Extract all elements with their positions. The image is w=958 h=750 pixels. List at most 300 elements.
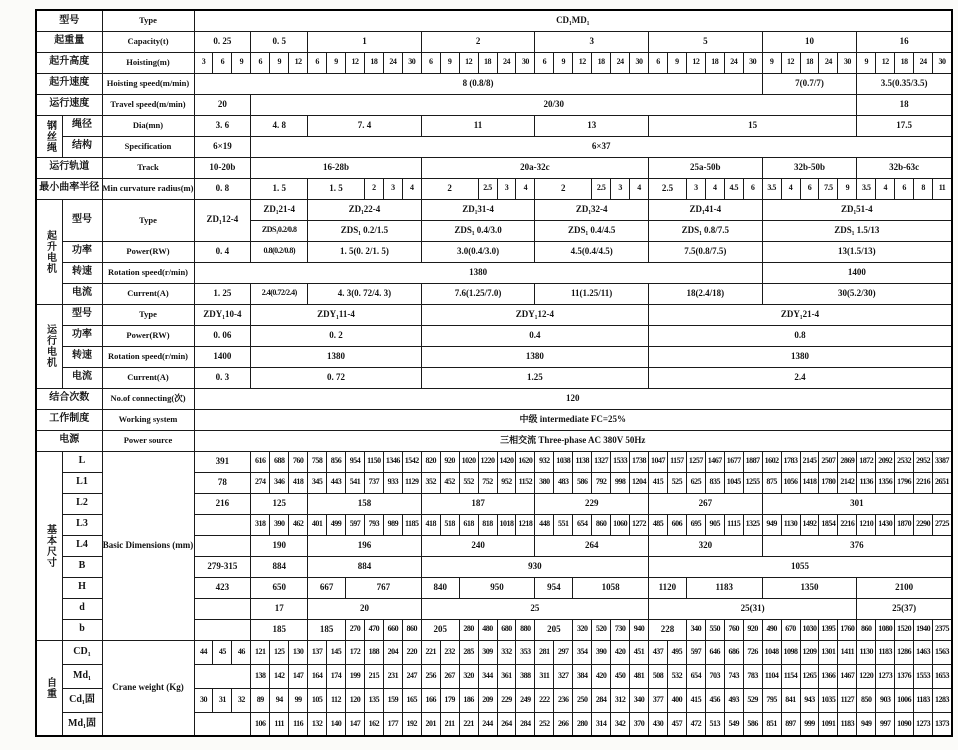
weight-md-cell-35: 1273 bbox=[876, 664, 895, 688]
dim-L-cell-0: 基本尺寸 bbox=[36, 451, 62, 640]
weight-md-cell-34: 1220 bbox=[857, 664, 876, 688]
dim-L3-cell-16: 1218 bbox=[516, 514, 535, 535]
weight-md-cell-11: 256 bbox=[421, 664, 440, 688]
dim-H-cell-2: 650 bbox=[251, 577, 308, 598]
rope-spec-cell-2: 6×19 bbox=[194, 136, 251, 157]
dim-L1-cell-3: 346 bbox=[270, 472, 289, 493]
dim-b-cell-0: b bbox=[62, 619, 102, 640]
dim-b-cell-18: 228 bbox=[649, 619, 687, 640]
dim-L3-cell-22: 1272 bbox=[630, 514, 649, 535]
weight-md-cell-32: 1366 bbox=[819, 664, 838, 688]
dim-H-cell-7: 954 bbox=[535, 577, 573, 598]
dim-L1-cell-1: 78 bbox=[194, 472, 251, 493]
weight-md-cell-16: 388 bbox=[516, 664, 535, 688]
row-rope-dia bbox=[36, 115, 952, 136]
hoisting-speed-cell-4: 3.5(0.35/3.5) bbox=[857, 73, 952, 94]
rope-spec-cell-3: 6×37 bbox=[251, 136, 952, 157]
dim-L-cell-11: 1346 bbox=[383, 451, 402, 472]
dim-L3-cell-38: 2725 bbox=[933, 514, 952, 535]
track-cell-7: 32b-63c bbox=[857, 157, 952, 178]
hoist-motor-power-cell-0: 功率 bbox=[62, 241, 102, 262]
weight-cd-fixed-cell-27: 415 bbox=[686, 688, 705, 712]
weight-cd-fixed-cell-14: 179 bbox=[440, 688, 459, 712]
dim-L-cell-22: 1327 bbox=[592, 451, 611, 472]
hoisting-height-cell-13: 30 bbox=[402, 52, 421, 73]
weight-md-cell-3: 142 bbox=[270, 664, 289, 688]
weight-md-cell-29: 1104 bbox=[762, 664, 781, 688]
dim-L1-cell-32: 1780 bbox=[819, 472, 838, 493]
dim-L-cell-3: 391 bbox=[194, 451, 251, 472]
weight-cd-fixed-cell-28: 456 bbox=[705, 688, 724, 712]
travel-motor-type-cell-4: ZDY₁11-4 bbox=[251, 304, 421, 325]
hoisting-height-cell-41: 30 bbox=[933, 52, 952, 73]
weight-cd-fixed-cell-18: 249 bbox=[516, 688, 535, 712]
weight-md-fixed-cell-14: 244 bbox=[478, 712, 497, 736]
hoist-motor-type-sub-cell-5: ZDS₁ 1.5/13 bbox=[762, 220, 952, 241]
dim-H-cell-9: 1120 bbox=[649, 577, 687, 598]
dim-L2-cell-5: 229 bbox=[535, 493, 649, 514]
min-curvature-cell-22: 4 bbox=[781, 178, 800, 199]
rope-dia-cell-1: 绳径 bbox=[62, 115, 102, 136]
dim-L3-cell-14: 818 bbox=[478, 514, 497, 535]
weight-md-fixed-cell-24: 457 bbox=[667, 712, 686, 736]
rope-dia-cell-2: Dia(mn) bbox=[102, 115, 194, 136]
weight-cd-fixed-cell-21: 250 bbox=[573, 688, 592, 712]
connecting-cell-0: 结合次数 bbox=[36, 388, 102, 409]
dim-b-cell-25: 1030 bbox=[800, 619, 819, 640]
weight-md-cell-10: 247 bbox=[402, 664, 421, 688]
dim-b-cell-17: 940 bbox=[630, 619, 649, 640]
dim-L2-cell-6: 267 bbox=[649, 493, 763, 514]
weight-md-cell-9: 231 bbox=[383, 664, 402, 688]
hoisting-height-cell-14: 6 bbox=[421, 52, 440, 73]
dim-b-cell-23: 490 bbox=[762, 619, 781, 640]
min-curvature-cell-5: 2 bbox=[364, 178, 383, 199]
weight-md-fixed-cell-10: 192 bbox=[402, 712, 421, 736]
weight-cd-fixed-cell-11: 159 bbox=[383, 688, 402, 712]
weight-md-cell-14: 344 bbox=[478, 664, 497, 688]
weight-md-cell-0: Md₁ bbox=[62, 664, 102, 688]
weight-cd-cell-28: 495 bbox=[667, 640, 686, 664]
track-cell-5: 25a-50b bbox=[649, 157, 763, 178]
travel-motor-power-cell-1: Power(RW) bbox=[102, 325, 194, 346]
dim-L1-cell-30: 1056 bbox=[781, 472, 800, 493]
weight-cd-cell-1: CD₁ bbox=[62, 640, 102, 664]
dim-B-cell-5: 1055 bbox=[649, 556, 953, 577]
weight-md-fixed-cell-35: 997 bbox=[876, 712, 895, 736]
weight-cd-cell-13: 204 bbox=[383, 640, 402, 664]
dim-L3-cell-17: 448 bbox=[535, 514, 554, 535]
hoisting-speed-cell-3: 7(0.7/7) bbox=[762, 73, 857, 94]
weight-md-fixed-cell-9: 177 bbox=[383, 712, 402, 736]
row-capacity bbox=[36, 31, 952, 52]
dim-L1-cell-5: 345 bbox=[308, 472, 327, 493]
dim-d-cell-4: 25 bbox=[421, 598, 648, 619]
rope-dia-cell-0: 钢丝绳 bbox=[36, 115, 62, 157]
weight-cd-fixed-cell-22: 284 bbox=[592, 688, 611, 712]
hoist-motor-type-sub-cell-0: ZDS₁0.2/0.8 bbox=[251, 220, 308, 241]
min-curvature-cell-25: 9 bbox=[838, 178, 857, 199]
dim-L-cell-31: 1602 bbox=[762, 451, 781, 472]
weight-md-fixed-cell-22: 370 bbox=[630, 712, 649, 736]
weight-md-cell-13: 320 bbox=[459, 664, 478, 688]
dim-L4-cell-4: 240 bbox=[421, 535, 535, 556]
hoisting-height-cell-9: 9 bbox=[327, 52, 346, 73]
weight-md-fixed-cell-16: 284 bbox=[516, 712, 535, 736]
dim-L3-cell-25: 695 bbox=[686, 514, 705, 535]
hoisting-height-cell-36: 30 bbox=[838, 52, 857, 73]
weight-md-fixed-cell-30: 897 bbox=[781, 712, 800, 736]
travel-speed-cell-1: Travel speed(m/min) bbox=[102, 94, 194, 115]
dim-L3-cell-31: 1492 bbox=[800, 514, 819, 535]
weight-cd-cell-29: 597 bbox=[686, 640, 705, 664]
weight-md-cell-24: 532 bbox=[667, 664, 686, 688]
hoist-motor-type-sub-cell-2: ZDS₁ 0.4/3.0 bbox=[421, 220, 535, 241]
hoisting-height-cell-30: 24 bbox=[724, 52, 743, 73]
weight-cd-fixed-cell-9: 120 bbox=[346, 688, 365, 712]
hoisting-height-cell-8: 6 bbox=[308, 52, 327, 73]
dim-L1-cell-37: 2216 bbox=[914, 472, 933, 493]
dim-b-cell-10: 480 bbox=[478, 619, 497, 640]
weight-md-cell-31: 1265 bbox=[800, 664, 819, 688]
hoist-motor-current-cell-2: 1. 25 bbox=[194, 283, 251, 304]
connecting-cell-1: No.of connecting(次) bbox=[102, 388, 194, 409]
min-curvature-cell-2: 0. 8 bbox=[194, 178, 251, 199]
weight-cd-fixed-cell-36: 850 bbox=[857, 688, 876, 712]
dim-b-cell-6: 660 bbox=[383, 619, 402, 640]
rope-dia-cell-4: 4. 8 bbox=[251, 115, 308, 136]
dim-L1-cell-33: 2142 bbox=[838, 472, 857, 493]
dim-L3-cell-33: 2216 bbox=[838, 514, 857, 535]
dim-L3-cell-9: 989 bbox=[383, 514, 402, 535]
weight-md-fixed-cell-13: 221 bbox=[459, 712, 478, 736]
weight-cd-fixed-cell-13: 166 bbox=[421, 688, 440, 712]
hoisting-height-cell-31: 30 bbox=[743, 52, 762, 73]
weight-cd-fixed-cell-38: 1006 bbox=[895, 688, 914, 712]
dim-B-cell-1: 279-315 bbox=[194, 556, 251, 577]
hoisting-height-cell-25: 30 bbox=[630, 52, 649, 73]
dim-L3-cell-12: 518 bbox=[440, 514, 459, 535]
dim-L1-cell-9: 933 bbox=[383, 472, 402, 493]
travel-motor-speed-cell-5: 1380 bbox=[649, 346, 953, 367]
dim-d-cell-5: 25(31) bbox=[649, 598, 857, 619]
rope-dia-cell-5: 7. 4 bbox=[308, 115, 422, 136]
dim-b-cell-31: 1940 bbox=[914, 619, 933, 640]
weight-md-cell-27: 743 bbox=[724, 664, 743, 688]
document-page bbox=[0, 9, 958, 750]
min-curvature-cell-15: 4 bbox=[630, 178, 649, 199]
hoist-motor-speed-cell-1: Rotation speed(r/min) bbox=[102, 262, 194, 283]
weight-md-fixed-cell-17: 252 bbox=[535, 712, 554, 736]
hoist-motor-power-cell-3: 0.8(0.2/0.8) bbox=[251, 241, 308, 262]
weight-md-fixed-cell-7: 147 bbox=[346, 712, 365, 736]
dim-b-cell-2: 185 bbox=[251, 619, 308, 640]
weight-md-cell-38: 1653 bbox=[933, 664, 952, 688]
weight-md-fixed-cell-4: 116 bbox=[289, 712, 308, 736]
hoisting-height-cell-18: 24 bbox=[497, 52, 516, 73]
hoist-motor-type-main-cell-8: ZD₁41-4 bbox=[649, 199, 763, 220]
hoisting-height-cell-39: 18 bbox=[895, 52, 914, 73]
min-curvature-cell-27: 4 bbox=[876, 178, 895, 199]
min-curvature-cell-24: 7.5 bbox=[819, 178, 838, 199]
weight-cd-fixed-cell-1: 30 bbox=[194, 688, 213, 712]
row-hoist-motor-speed bbox=[36, 262, 952, 283]
hoisting-height-cell-33: 12 bbox=[781, 52, 800, 73]
hoist-specification-table bbox=[35, 9, 953, 737]
min-curvature-cell-1: Min curvature radius(m) bbox=[102, 178, 194, 199]
dim-L3-cell-18: 551 bbox=[554, 514, 573, 535]
weight-cd-fixed-cell-31: 795 bbox=[762, 688, 781, 712]
dim-H-cell-11: 1350 bbox=[762, 577, 857, 598]
dim-L-cell-13: 820 bbox=[421, 451, 440, 472]
weight-cd-fixed-cell-33: 943 bbox=[800, 688, 819, 712]
dim-L1-cell-36: 1796 bbox=[895, 472, 914, 493]
hoist-motor-current-cell-8: 30(5.2/30) bbox=[762, 283, 952, 304]
min-curvature-cell-14: 3 bbox=[611, 178, 630, 199]
dim-L2-cell-4: 187 bbox=[421, 493, 535, 514]
weight-md-cell-4: 147 bbox=[289, 664, 308, 688]
hoisting-speed-cell-0: 起升速度 bbox=[36, 73, 102, 94]
weight-cd-fixed-cell-15: 186 bbox=[459, 688, 478, 712]
weight-cd-cell-31: 686 bbox=[724, 640, 743, 664]
travel-motor-type-cell-0: 运行电机 bbox=[36, 304, 62, 388]
power-source-cell-0: 电源 bbox=[36, 430, 102, 451]
dim-L-cell-28: 1467 bbox=[705, 451, 724, 472]
dim-L1-cell-29: 875 bbox=[762, 472, 781, 493]
dim-L-cell-10: 1150 bbox=[364, 451, 383, 472]
dim-H-cell-6: 950 bbox=[459, 577, 535, 598]
dim-L-cell-1: L bbox=[62, 451, 102, 472]
weight-cd-cell-9: 137 bbox=[308, 640, 327, 664]
dim-L1-cell-11: 352 bbox=[421, 472, 440, 493]
hoist-motor-power-cell-5: 3.0(0.4/3.0) bbox=[421, 241, 535, 262]
weight-md-cell-5: 164 bbox=[308, 664, 327, 688]
dim-L1-cell-8: 737 bbox=[364, 472, 383, 493]
dim-L-cell-34: 2507 bbox=[819, 451, 838, 472]
weight-cd-cell-14: 220 bbox=[402, 640, 421, 664]
weight-md-cell-7: 199 bbox=[346, 664, 365, 688]
dim-b-cell-19: 340 bbox=[686, 619, 705, 640]
connecting-cell-2: 120 bbox=[194, 388, 952, 409]
dim-L3-cell-15: 1018 bbox=[497, 514, 516, 535]
hoisting-height-cell-10: 12 bbox=[346, 52, 365, 73]
min-curvature-cell-30: 11 bbox=[933, 178, 952, 199]
min-curvature-cell-29: 8 bbox=[914, 178, 933, 199]
row-dim-L bbox=[36, 451, 952, 472]
capacity-cell-6: 3 bbox=[535, 31, 649, 52]
hoist-motor-power-cell-8: 13(1.5/13) bbox=[762, 241, 952, 262]
dim-L1-cell-21: 998 bbox=[611, 472, 630, 493]
dim-L1-cell-4: 418 bbox=[289, 472, 308, 493]
weight-md-cell-15: 361 bbox=[497, 664, 516, 688]
weight-cd-fixed-cell-32: 841 bbox=[781, 688, 800, 712]
hoist-motor-type-main-cell-0: 起升电机 bbox=[36, 199, 62, 304]
weight-md-fixed-cell-26: 513 bbox=[705, 712, 724, 736]
weight-cd-cell-12: 188 bbox=[364, 640, 383, 664]
dim-L4-cell-3: 196 bbox=[308, 535, 422, 556]
hoisting-height-cell-16: 12 bbox=[459, 52, 478, 73]
weight-cd-fixed-cell-37: 903 bbox=[876, 688, 895, 712]
dim-L1-cell-13: 552 bbox=[459, 472, 478, 493]
weight-cd-cell-5: 46 bbox=[232, 640, 251, 664]
dim-L1-cell-15: 952 bbox=[497, 472, 516, 493]
dim-b-cell-22: 920 bbox=[743, 619, 762, 640]
weight-cd-fixed-cell-3: 32 bbox=[232, 688, 251, 712]
min-curvature-cell-26: 3.5 bbox=[857, 178, 876, 199]
weight-md-cell-28: 783 bbox=[743, 664, 762, 688]
min-curvature-cell-17: 3 bbox=[686, 178, 705, 199]
dim-L-cell-37: 2092 bbox=[876, 451, 895, 472]
hoist-motor-speed-cell-2: 1380 bbox=[194, 262, 762, 283]
dim-d-cell-3: 20 bbox=[308, 598, 422, 619]
dim-L3-cell-28: 1325 bbox=[743, 514, 762, 535]
track-cell-3: 16-28b bbox=[251, 157, 421, 178]
hoist-motor-power-cell-2: 0. 4 bbox=[194, 241, 251, 262]
hoisting-height-cell-11: 18 bbox=[364, 52, 383, 73]
track-cell-2: 10-20b bbox=[194, 157, 251, 178]
weight-md-fixed-cell-3: 111 bbox=[270, 712, 289, 736]
min-curvature-cell-18: 4 bbox=[705, 178, 724, 199]
dim-L-cell-23: 1533 bbox=[611, 451, 630, 472]
rope-spec-cell-1: Specification bbox=[102, 136, 194, 157]
weight-cd-cell-22: 297 bbox=[554, 640, 573, 664]
capacity-cell-7: 5 bbox=[649, 31, 763, 52]
dim-b-cell-9: 280 bbox=[459, 619, 478, 640]
dim-H-cell-5: 840 bbox=[421, 577, 459, 598]
dim-L3-cell-36: 1870 bbox=[895, 514, 914, 535]
weight-md-fixed-cell-28: 586 bbox=[743, 712, 762, 736]
weight-md-fixed-cell-25: 472 bbox=[686, 712, 705, 736]
spec-table-body bbox=[36, 10, 952, 736]
dim-H-cell-0: H bbox=[62, 577, 102, 598]
dim-L3-cell-35: 1430 bbox=[876, 514, 895, 535]
dim-b-cell-8: 205 bbox=[421, 619, 459, 640]
weight-md-cell-37: 1553 bbox=[914, 664, 933, 688]
weight-cd-fixed-cell-6: 99 bbox=[289, 688, 308, 712]
hoisting-height-cell-1: Hoisting(m) bbox=[102, 52, 194, 73]
hoisting-height-cell-24: 24 bbox=[611, 52, 630, 73]
weight-cd-cell-23: 354 bbox=[573, 640, 592, 664]
hoist-motor-type-main-cell-2: Type bbox=[102, 199, 194, 241]
travel-motor-power-cell-4: 0.4 bbox=[421, 325, 648, 346]
dim-L-cell-26: 1157 bbox=[667, 451, 686, 472]
weight-cd-fixed-cell-17: 229 bbox=[497, 688, 516, 712]
hoisting-height-cell-3: 6 bbox=[213, 52, 232, 73]
weight-cd-cell-41: 1463 bbox=[914, 640, 933, 664]
weight-cd-fixed-cell-16: 209 bbox=[478, 688, 497, 712]
working-system-cell-0: 工作制度 bbox=[36, 409, 102, 430]
dim-L3-cell-19: 654 bbox=[573, 514, 592, 535]
dim-H-cell-12: 2100 bbox=[857, 577, 952, 598]
weight-cd-fixed-cell-7: 105 bbox=[308, 688, 327, 712]
capacity-cell-1: Capacity(t) bbox=[102, 31, 194, 52]
dim-L-cell-4: 616 bbox=[251, 451, 270, 472]
capacity-cell-9: 16 bbox=[857, 31, 952, 52]
dim-L-cell-6: 760 bbox=[289, 451, 308, 472]
row-hoisting-speed bbox=[36, 73, 952, 94]
track-cell-6: 32b-50b bbox=[762, 157, 857, 178]
dim-L4-cell-6: 320 bbox=[649, 535, 763, 556]
weight-md-cell-26: 703 bbox=[705, 664, 724, 688]
dim-L3-cell-13: 618 bbox=[459, 514, 478, 535]
dim-b-cell-14: 320 bbox=[573, 619, 592, 640]
rope-dia-cell-7: 13 bbox=[535, 115, 649, 136]
weight-md-fixed-cell-37: 1273 bbox=[914, 712, 933, 736]
dim-L3-cell-1 bbox=[194, 514, 251, 535]
power-source-cell-2: 三相交流 Three-phase AC 380V 50Hz bbox=[194, 430, 952, 451]
weight-md-cell-22: 481 bbox=[630, 664, 649, 688]
capacity-cell-4: 1 bbox=[308, 31, 422, 52]
hoisting-height-cell-23: 18 bbox=[592, 52, 611, 73]
dim-b-cell-1 bbox=[194, 619, 251, 640]
row-min-curvature bbox=[36, 178, 952, 199]
row-power-source bbox=[36, 430, 952, 451]
row-hoist-motor-current bbox=[36, 283, 952, 304]
travel-speed-cell-3: 20/30 bbox=[251, 94, 857, 115]
min-curvature-cell-28: 6 bbox=[895, 178, 914, 199]
dim-L3-cell-26: 905 bbox=[705, 514, 724, 535]
min-curvature-cell-10: 3 bbox=[497, 178, 516, 199]
dim-L1-cell-6: 443 bbox=[327, 472, 346, 493]
weight-cd-cell-32: 726 bbox=[743, 640, 762, 664]
hoisting-height-cell-40: 24 bbox=[914, 52, 933, 73]
hoist-motor-type-main-cell-5: ZD₁22-4 bbox=[308, 199, 422, 220]
travel-motor-type-cell-3: ZDY₁10-4 bbox=[194, 304, 251, 325]
rope-dia-cell-6: 11 bbox=[421, 115, 535, 136]
weight-cd-fixed-cell-5: 94 bbox=[270, 688, 289, 712]
dim-H-cell-4: 767 bbox=[346, 577, 422, 598]
dim-L1-cell-23: 415 bbox=[649, 472, 668, 493]
hoist-motor-type-main-cell-4: ZD₁21-4 bbox=[251, 199, 308, 220]
travel-motor-speed-cell-4: 1380 bbox=[421, 346, 648, 367]
weight-md-fixed-cell-31: 999 bbox=[800, 712, 819, 736]
weight-cd-cell-11: 172 bbox=[346, 640, 365, 664]
weight-cd-fixed-cell-23: 312 bbox=[611, 688, 630, 712]
hoist-motor-current-cell-0: 电流 bbox=[62, 283, 102, 304]
hoisting-height-cell-7: 12 bbox=[289, 52, 308, 73]
dim-L4-cell-0: L4 bbox=[62, 535, 102, 556]
min-curvature-cell-16: 2.5 bbox=[649, 178, 687, 199]
dim-L1-cell-14: 752 bbox=[478, 472, 497, 493]
hoisting-height-cell-19: 30 bbox=[516, 52, 535, 73]
track-cell-0: 运行轨道 bbox=[36, 157, 102, 178]
weight-md-fixed-cell-21: 342 bbox=[611, 712, 630, 736]
weight-md-cell-25: 654 bbox=[686, 664, 705, 688]
weight-md-cell-23: 508 bbox=[649, 664, 668, 688]
travel-motor-current-cell-1: Current(A) bbox=[102, 367, 194, 388]
dim-L3-cell-6: 499 bbox=[327, 514, 346, 535]
dim-B-cell-3: 884 bbox=[308, 556, 422, 577]
dim-L1-cell-16: 1152 bbox=[516, 472, 535, 493]
travel-motor-current-cell-0: 电流 bbox=[62, 367, 102, 388]
weight-cd-cell-7: 125 bbox=[270, 640, 289, 664]
rope-dia-cell-9: 17.5 bbox=[857, 115, 952, 136]
weight-cd-fixed-cell-8: 112 bbox=[327, 688, 346, 712]
travel-motor-power-cell-2: 0. 06 bbox=[194, 325, 251, 346]
dim-L1-cell-34: 1136 bbox=[857, 472, 876, 493]
hoisting-height-cell-34: 18 bbox=[800, 52, 819, 73]
type-cell-0: 型号 bbox=[36, 10, 102, 31]
row-rope-spec bbox=[36, 136, 952, 157]
weight-cd-cell-4: 45 bbox=[213, 640, 232, 664]
row-travel-speed bbox=[36, 94, 952, 115]
weight-md-fixed-cell-19: 280 bbox=[573, 712, 592, 736]
weight-cd-fixed-cell-26: 400 bbox=[667, 688, 686, 712]
dim-L2-cell-0: L2 bbox=[62, 493, 102, 514]
hoist-motor-current-cell-6: 11(1.25/11) bbox=[535, 283, 649, 304]
weight-md-cell-8: 215 bbox=[364, 664, 383, 688]
hoist-motor-current-cell-5: 7.6(1.25/7.0) bbox=[421, 283, 535, 304]
